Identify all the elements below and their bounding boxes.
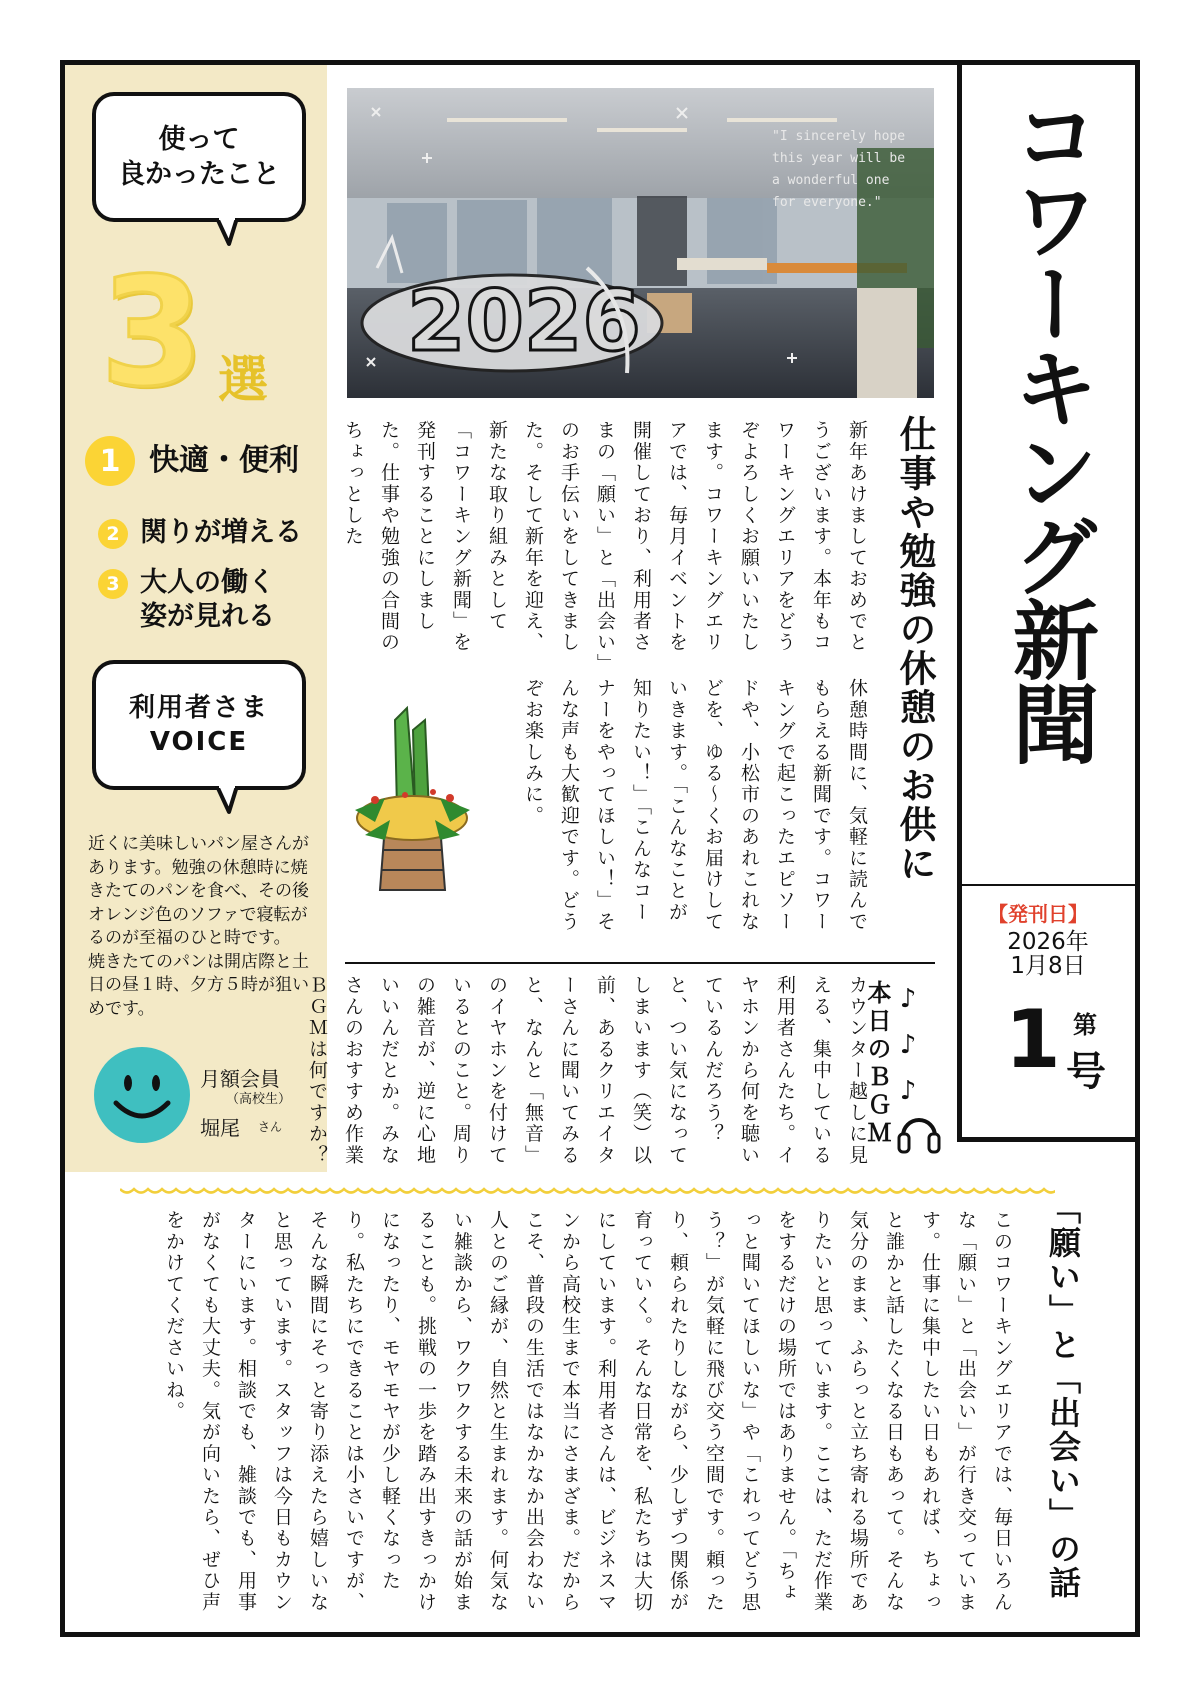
article3-body: このコワーキングエリアでは、毎日いろんな「願い」と「出会い」が行き交っています。仕事に集中したい日もあれば、ちょっと誰かと話したくなる日もあって。そんな気分のまま、ふらっと立ち寄れる場所でありたいと思っています。ここは、ただ作業をするだけの場所ではありません。「ちょっと聞いてほしいな」や「これってどう思う？」が気軽に飛び交う空間です。頼ったり、頼られたりしながら、少しずつ関係が育っていく。そんな日常を、私たちは大切にしています。利用者さんは、ビジネスマンから高校生まで本当にさまざま。だからこそ、普段の生活ではなかなか出会わない人とのご縁が、自然と生まれます。何気ない雑談から、ワクワクする未来の話が始まることも。挑戦の一歩を踏み出すきっかけになったり、モヤモヤが少し軽くなったり。私たちにできることは小さいですが、そんな瞬間にそっと寄り添えたら嬉しいなと思っています。スタッフは今日もカウンターにいます。相談でも、雑談でも、用事がなくても大丈夫。気が向いたら、ぜひ声をかけてくださいね。: [163, 1210, 1013, 1613]
year-art-text: 2026: [407, 272, 641, 370]
wavy-divider: [120, 1182, 1055, 1196]
rank-number-3: 3: [98, 569, 128, 599]
voice-text: 近くに美味しいパン屋さんがあります。勉強の休憩時に焼きたてのパンを食べ、その後オレンジ色のソファで寝転がるのが至福のひと時です。 焼きたてのパンは開店際と土日の昼１時、夕方５時が狙いめです。: [88, 834, 309, 1019]
issue-date: [988, 930, 1108, 978]
speech-bubble-good-points: [92, 92, 306, 222]
rank-label-3: 大人の働く 姿が見れる: [140, 567, 275, 632]
rank-item-3: [98, 566, 275, 634]
issue-date-label: 【発刊日】: [988, 902, 1088, 926]
rank-label-1: 快適・便利: [149, 443, 299, 478]
member-name: 堀尾: [200, 1116, 240, 1140]
rank-item-1: [85, 436, 299, 486]
issue-go-label: 号: [1066, 1049, 1106, 1095]
article1-headline: 仕事や勉強の休憩のお供に: [893, 415, 936, 883]
bubble-good-points-text: 使って 良かったこと: [118, 124, 280, 190]
article1-body-right: 新年あけましておめでとうございます。本年もコワーキングエリアをどうぞよろしくお願いいたします。コワーキングエリアでは、毎月イベントを開催しており、利用者さまの「願い」と「出会い」のお手伝いをしてきました。そして新年を迎え、新たな取り組みとして「コワーキング新聞」を発刊することにしました。仕事や勉強の合間のちょっとした: [342, 420, 868, 665]
rank-item-2: [98, 516, 302, 550]
article2-body: カウンター越しに見える、集中している利用者さんたち。イヤホンから何を聴いているんだろう？と、つい気になってしまいます（笑）以前、あるクリエイターさんに聞いてみると、なんと「無音」のイヤホンを付けているとのこと。周りの雑音が、逆に心地いいんだとか。みなさんのおすすめ作業ＢＧＭは何ですか？: [306, 975, 868, 1166]
member-note: （高校生）: [226, 1092, 292, 1107]
bubble-tail-icon: [215, 786, 245, 816]
bubble-voice-text: 利用者さま VOICE: [128, 693, 269, 757]
issue-number: 1: [1005, 993, 1061, 1086]
rank-label-2: 関りが増える: [140, 517, 302, 548]
member-suffix: さん: [258, 1120, 283, 1134]
rank-number-1: 1: [85, 436, 135, 486]
article2-headline: 本日のＢＧＭ: [863, 980, 891, 1148]
article1-body-left: 休憩時間に、気軽に読んでもらえる新聞です。コワーキングで起こったエピソードや、小松市のあれこれなどを、ゆる～くお届けしていきます。「こんなことが知りたい！」「こんなコーナーをやってほしい！」そんな声も大歓迎です。どうぞお楽しみに。: [522, 678, 868, 933]
smiley-icon: [92, 1045, 192, 1145]
rank-number-2: 2: [98, 519, 128, 549]
issue-date-day: 1月8日: [1010, 953, 1086, 979]
issue-dai-label: 第: [1073, 1011, 1097, 1039]
speech-bubble-voice: [92, 660, 306, 790]
member-type: 月額会員: [200, 1067, 280, 1091]
masthead-title: コワーキング新聞: [998, 92, 1098, 764]
big-number-three: 3: [100, 246, 205, 420]
photo-quote: "I sincerely hope this year will be a wonderful one for everyone.": [772, 129, 906, 210]
masthead-divider: [960, 884, 1138, 886]
article3-headline: 「願い」と「出会い」の話: [1044, 1192, 1082, 1600]
section-divider: [345, 962, 935, 964]
issue-date-year: 2026年: [1007, 929, 1089, 955]
office-photo: [347, 88, 934, 398]
headphones-icon: [895, 1108, 943, 1156]
big-number-suffix: 選: [218, 351, 268, 409]
bubble-tail-icon: [215, 218, 245, 248]
music-notes-icon: ♪♪♪: [893, 984, 923, 1122]
kadomatsu-icon: [345, 700, 480, 895]
